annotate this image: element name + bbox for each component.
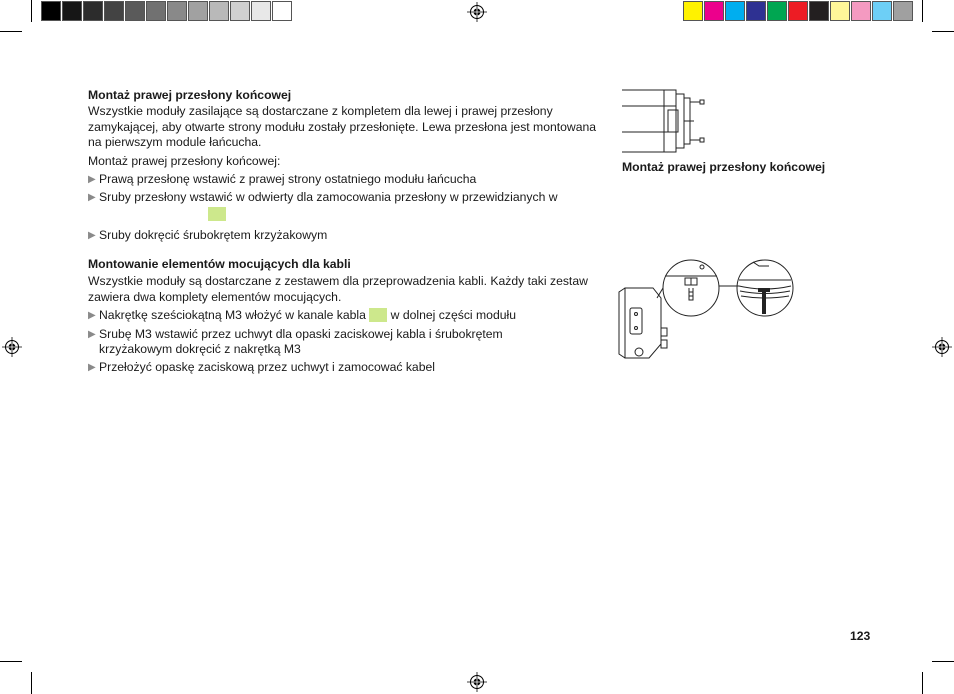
color-swatch [83,1,103,21]
color-swatch [125,1,145,21]
triangle-bullet-icon: ▶ [88,362,96,374]
paragraph: Montaż prawej przesłony końcowej: [88,153,281,168]
registration-mark-top [467,2,487,22]
color-swatch [188,1,208,21]
section-heading: Montowanie elementów mocujących dla kabli [88,257,351,271]
crop-mark-br-v [922,672,923,694]
color-swatch [830,1,850,21]
color-swatch [146,1,166,21]
triangle-bullet-icon: ▶ [88,192,96,204]
crop-mark-tl-v [31,0,32,22]
crop-mark-bl-v [31,672,32,694]
color-swatch [41,1,61,21]
list-item: ▶ Nakrętkę sześciokątną M3 włożyć w kanale kabla w dolnej części modułu [88,308,516,323]
color-swatch [251,1,271,21]
triangle-bullet-icon: ▶ [88,174,96,186]
gray-color-bar [41,1,293,21]
crop-mark-tr-h [932,31,954,32]
color-swatch [725,1,745,21]
color-swatch [104,1,124,21]
section-cable-mount [88,257,598,376]
triangle-bullet-icon: ▶ [88,229,96,241]
list-item: ▶ Srubę M3 wstawić przez uchwyt dla opaski zaciskowej kabla i śrubokrętem krzyżakowym dokręcić z nakrętką M3 [88,326,503,357]
color-swatch [230,1,250,21]
color-swatch [167,1,187,21]
highlight-marker [88,206,598,224]
page-number: 123 [850,629,871,643]
color-swatch [809,1,829,21]
color-swatch [767,1,787,21]
crop-mark-tl-h [0,31,22,32]
registration-mark-right [932,337,952,357]
color-swatch [746,1,766,21]
list-item: ▶ Sruby dokręcić śrubokrętem krzyżakowym [88,227,328,242]
triangle-bullet-icon: ▶ [88,328,96,340]
list-item: ▶ Przełożyć opaskę zaciskową przez uchwyt i zamocować kabel [88,360,435,375]
highlight-marker [369,308,387,322]
color-swatch [851,1,871,21]
crop-mark-br-h [932,661,954,662]
color-swatch [704,1,724,21]
figure-caption: Montaż prawej przesłony końcowej [622,160,826,174]
end-cover-illustration [620,88,706,154]
section-heading: Montaż prawej przesłony końcowej [88,88,292,102]
triangle-bullet-icon: ▶ [88,310,96,322]
color-swatch [209,1,229,21]
list-item: ▶ Sruby przesłony wstawić w odwierty dla zamocowania przesłony w przewidzianych w [88,190,558,205]
color-swatch [683,1,703,21]
color-swatch [893,1,913,21]
crop-mark-bl-h [0,661,22,662]
color-swatch [788,1,808,21]
paragraph: Wszystkie moduły zasilające są dostarczane z kompletem dla lewej i prawej przesłony zamykającej, aby otwarte strony modułu zostały przesłonięte. Lewa przesłona jest montowana na pierwszym module łańcucha. [88,104,597,150]
registration-mark-left [2,337,22,357]
color-swatch [272,1,292,21]
color-swatch [872,1,892,21]
cable-mount-illustration [613,258,813,366]
list-item: ▶ Prawą przesłonę wstawić z prawej strony ostatniego modułu łańcucha [88,172,477,187]
section-end-cover [88,88,598,243]
paragraph: Wszystkie moduły są dostarczane z zestawem dla przeprowadzenia kabli. Każdy taki zestaw zawiera dwa komplety elementów mocujących. [88,274,588,304]
crop-mark-tr-v [922,0,923,22]
registration-mark-bottom [467,672,487,692]
cmyk-color-bar [683,1,914,21]
color-swatch [62,1,82,21]
